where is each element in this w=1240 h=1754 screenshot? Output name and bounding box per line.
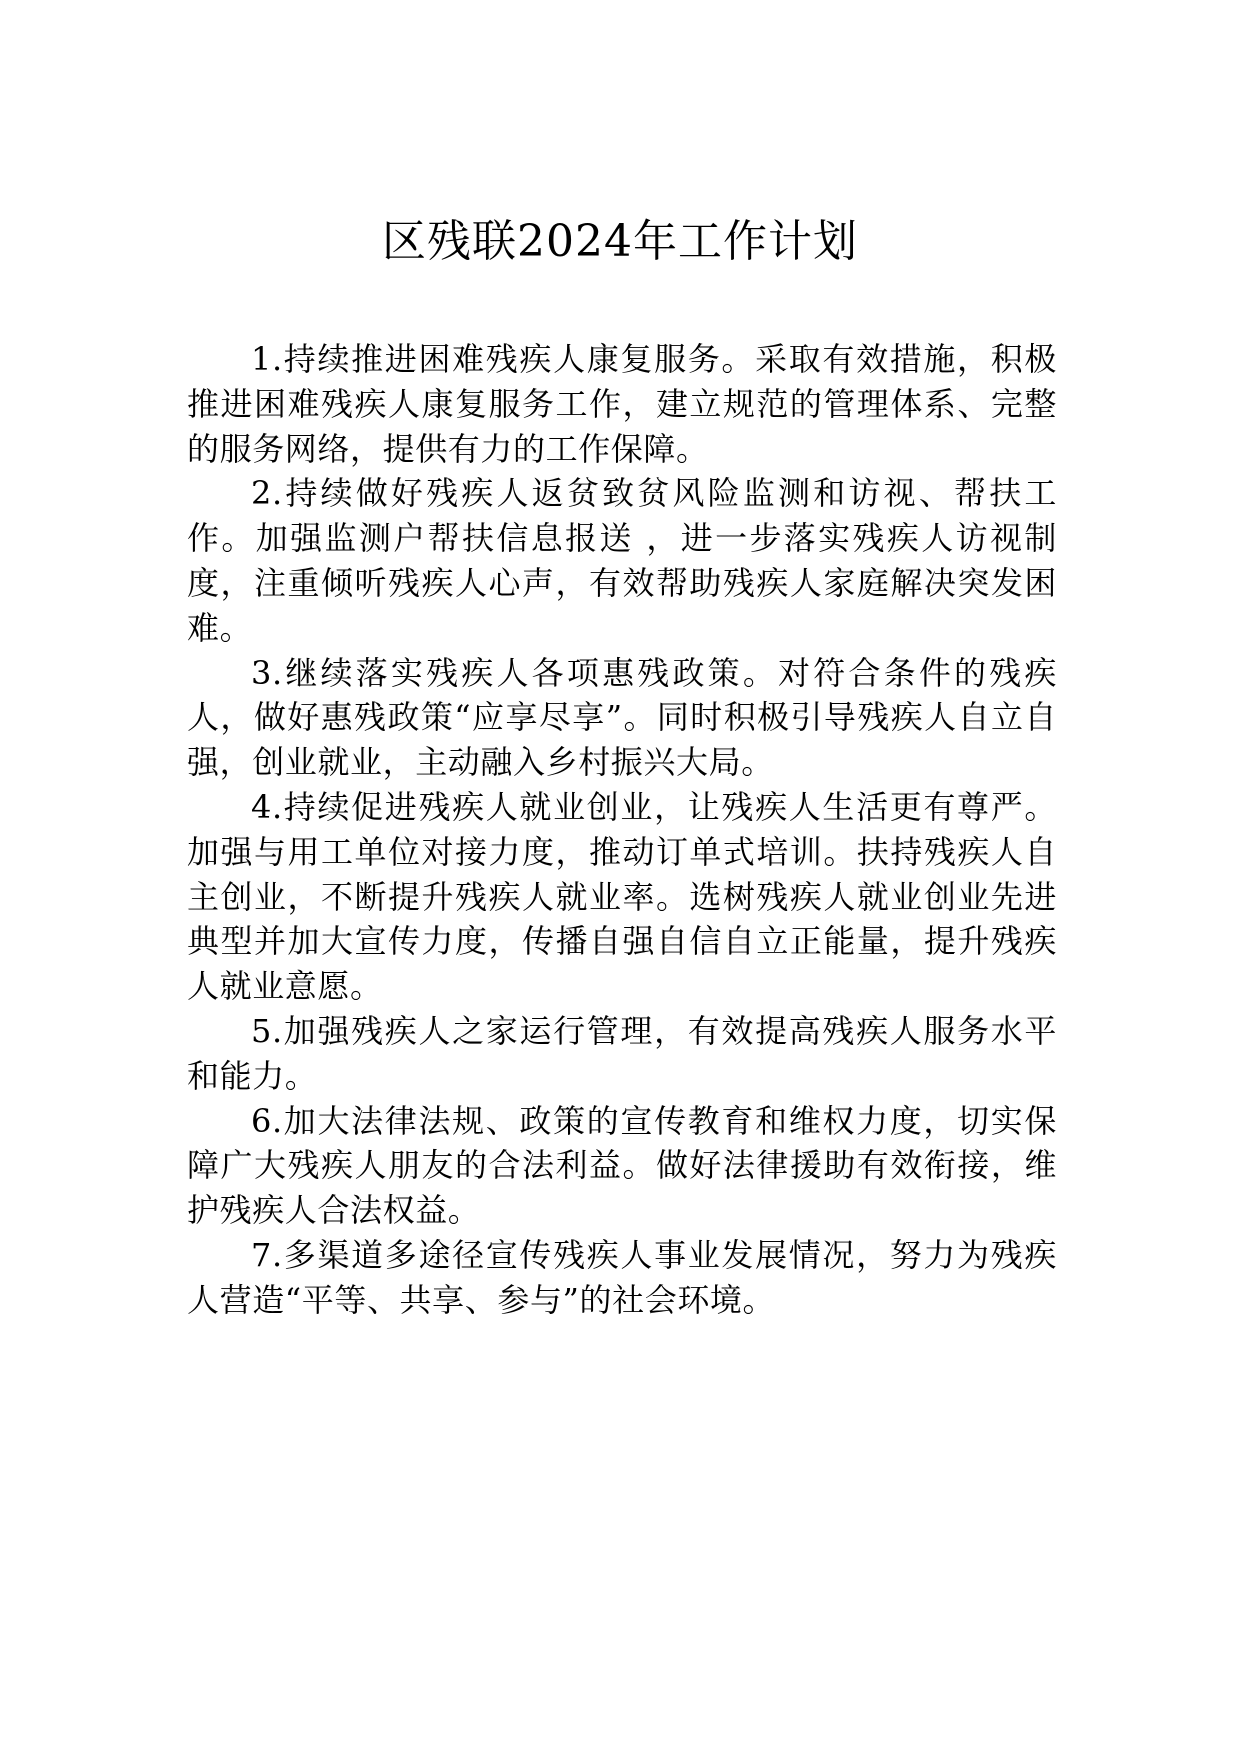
paragraph-3: 3.继续落实残疾人各项惠残政策。对符合条件的残疾人，做好惠残政策“应享尽享”。同时积极引导残疾人自立自强，创业就业，主动融入乡村振兴大局。: [187, 653, 1057, 782]
paragraph-6: 6.加大法律法规、政策的宣传教育和维权力度，切实保障广大残疾人朋友的合法利益。做好法律援助有效衔接，维护残疾人合法权益。: [187, 1101, 1057, 1230]
paragraph-7: 7.多渠道多途径宣传残疾人事业发展情况，努力为残疾人营造“平等、共享、参与”的社会环境。: [187, 1235, 1057, 1319]
document-body: [187, 337, 1057, 1323]
document-title: 区残联2024年工作计划: [382, 216, 858, 267]
paragraph-5: 5.加强残疾人之家运行管理，有效提高残疾人服务水平和能力。: [187, 1011, 1057, 1095]
paragraph-1: 1.持续推进困难残疾人康复服务。采取有效措施，积极推进困难残疾人康复服务工作，建立规范的管理体系、完整的服务网络，提供有力的工作保障。: [187, 340, 1057, 468]
paragraph-2: 2.持续做好残疾人返贫致贫风险监测和访视、帮扶工作。加强监测户帮扶信息报送 ，进一步落实残疾人访视制度，注重倾听残疾人心声，有效帮助残疾人家庭解决突发困难。: [187, 474, 1057, 647]
paragraph-4: 4.持续促进残疾人就业创业，让残疾人生活更有尊严。加强与用工单位对接力度，推动订单式培训。扶持残疾人自主创业，不断提升残疾人就业率。选树残疾人就业创业先进典型并加大宣传力度，传播自强自信自立正能量，提升残疾人就业意愿。: [187, 787, 1057, 1006]
